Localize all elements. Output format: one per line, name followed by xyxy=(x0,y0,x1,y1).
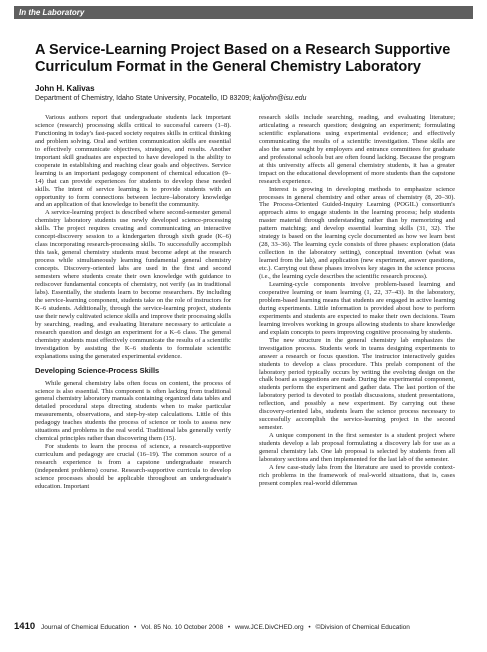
footer-separator: • xyxy=(227,624,231,631)
section-heading: Developing Science-Process Skills xyxy=(35,365,160,375)
journal-url[interactable]: www.JCE.DivCHED.org xyxy=(234,624,304,631)
paragraph: A few case-study labs from the literature are used to provide context-rich problems in the framework of real-world situations, that is, cases present complex real-world dilemmas xyxy=(259,463,455,487)
author-name: John H. Kalivas xyxy=(35,84,95,93)
paragraph: Interest is growing in developing methods to emphasize science processes in general chemistry and other areas of chemistry (8, 20–30). The Process-Oriented Guided-Inquiry Learning (POGIL) consortium's approach aims to engage students in the learning process; help students master material through understanding rather than by memorizing and pattern matching; and develop essential learning skills (31, 32). The strategy is based on the learning cycle documented as how we learn best (28, 33–36). The learning cycle consists of three phases: exploration (data collection in the laboratory setting), conceptual invention (what was learned from the lab), and application (new experiment, answer questions, etc.). Carrying out these phases involves key stages in the science process (i.e., the learning cycle describes the scientific research process). xyxy=(259,185,455,281)
paragraph: For students to learn the process of science, a research-supportive curriculum and pedagogy are crucial (16–19). The common source of a research experience is from a capstone undergraduate research (independent problems) course. Research-supportive curricula to develop science processes should be applicable throughout an undergraduate's education. Important xyxy=(35,443,231,490)
page-number: 1410 xyxy=(14,621,36,632)
paragraph: While general chemistry labs often focus on content, the process of science is also essential. This component is often lacking from traditional general chemistry laboratory manuals containing organized data tables and detailed procedural steps directing students when to make particular measurements, observations, and step-by-step calculations. Little of this pedagogy teaches students the process of science or tools to assess new situations and problems in the real world. Traditional labs generally verify chemical principles rather than discovering them (15). xyxy=(35,379,231,443)
left-column xyxy=(35,114,231,596)
author-affiliation xyxy=(35,95,455,102)
author-email[interactable]: kalijohn@isu.edu xyxy=(253,95,307,102)
paragraph: The new structure in the general chemistry lab emphasizes the investigation process. Students work in teams designing experiments to answer a research or focus question. The instructor interactively guides students to develop a class procedure. This prelab component of the laboratory period typically occurs by writing the evolving design on the chalk board as suggestions are made. During the experimental component, students perform the experiment and gather data. The last portion of the laboratory period is devoted to postlab discussions, student presentations, reflection, and possibly a new experiment. By carrying out these discovery-oriented labs, students learn the science process necessary to successfully accomplish the service-learning project in the second semester. xyxy=(259,336,455,432)
footer-separator: • xyxy=(308,624,311,631)
journal-volume: Vol. 85 No. 10 October 2008 xyxy=(141,624,224,631)
affiliation-text: Department of Chemistry, Idaho State University, Pocatello, ID 83209; xyxy=(35,95,252,102)
paragraph: Learning-cycle components involve problem-based learning and cooperative learning or team learning (1, 22, 37–43). In the laboratory, problem-based learning means that students are engaged in active learning during experiments. Little information is provided about how to perform experiments and students are expected to make their own decisions. Team learning involves working in groups allowing students to share knowledge and explain concepts to peers improving cognitive processing by students. xyxy=(259,281,455,336)
paragraph: research skills include searching, reading, and evaluating literature; articulating a research question; designing an experiment; formulating scientific explanations using experimental evidence; and effectively communicating the results of a scientific investigation. These skills are also the same sought by employers and entrance committees for graduate and professional schools but are often found lacking. Because the program at this university affects all general chemistry students, it has a greater impact on the educational development of more students than the capstone research experience. xyxy=(259,114,455,185)
section-header: In the Laboratory xyxy=(14,6,473,19)
copyright: ©Division of Chemical Education xyxy=(315,624,410,631)
right-column xyxy=(259,114,455,596)
article-title: A Service-Learning Project Based on a Research Supportive Curriculum Format in the General Chemistry Laboratory xyxy=(35,42,451,75)
paragraph: A unique component in the first semester is a student project where students develop a lab proposal formulating a discovery lab for use as a general chemistry lab. One lab proposal is selected by students from all laboratory sections and then implemented for the last lab of the semester. xyxy=(259,432,455,463)
paragraph: A service-learning project is described where second-semester general chemistry laboratory students use newly developed science-processing skills. The project requires creating and communicating an interactive concept-discovery session to a kindergarten through sixth grade (K–6) class incorporating research-processing skills. To successfully accomplish this task, general chemistry students must become adept at the research process while simultaneously learning fundamental general chemistry concepts. Discovery-oriented labs are used in the first and second semesters where students create their own knowledge with guidance to rediscover fundamental concepts of chemistry, not verify (as in traditional labs). Essentially, the students learn to become researchers. By including the service-learning component, students take on the role of instructors for K–6 students. Additionally, through the service-learning project, students use their newly cultivated science skills and improve their processing skills by searching, reading, and evaluating literature necessary to articulate a research question and design an experiment for a K–6 class. The general chemistry students must effectively communicate the results of a scientific investigation by assisting the K–6 students to formulate scientific explanations using the generated experimental evidence. xyxy=(35,209,231,360)
page-footer xyxy=(14,620,473,634)
paragraph: Various authors report that undergraduate students lack important science (research) processing skills critical to successful careers (1–8). Functioning in today's fast-paced society requires skills in critical thinking and problem solving. Oral and written communication skills are essential to effectively communicate objectives, strategies, and results. Another important skill graduates are expected to have developed is the ability to cooperate in establishing and reaching clear goals and objectives. Service learning is an important pedagogy component of chemical education (9–14) that can provide experiences for students to develop these needed skills. The intent of service learning is to provide students with an opportunity to form connections between lecture–laboratory knowledge and an application of that knowledge to benefit the community. xyxy=(35,114,231,209)
journal-name: Journal of Chemical Education xyxy=(40,624,130,631)
footer-separator: • xyxy=(133,624,137,631)
